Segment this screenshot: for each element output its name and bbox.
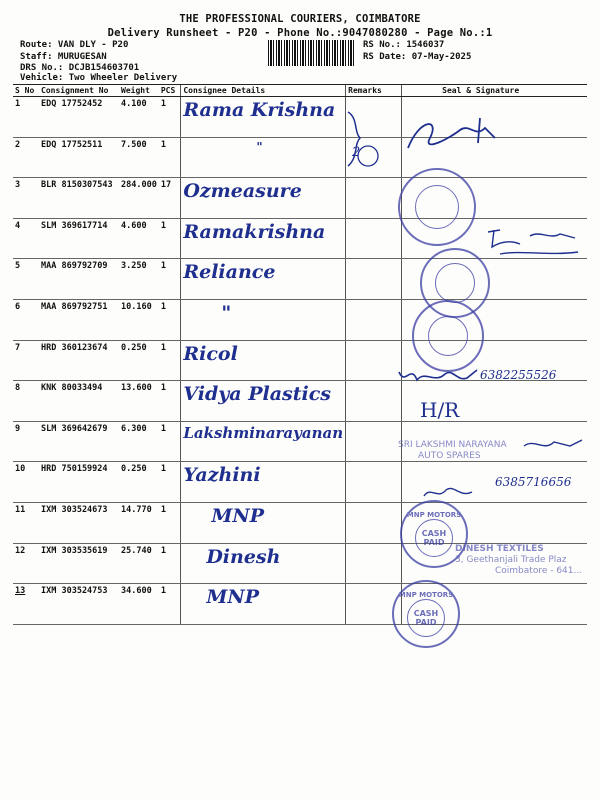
table-row: [13, 381, 587, 422]
consignee: MNP: [181, 502, 346, 543]
consignee: Yazhini: [181, 462, 346, 503]
pcs: 1: [159, 299, 181, 340]
remarks: [346, 259, 402, 300]
pcs: 1: [159, 259, 181, 300]
stamp-line: AUTO SPARES: [418, 450, 481, 461]
consignment-no: SLM 369642679: [39, 421, 119, 462]
remarks: [346, 421, 402, 462]
remarks: [346, 299, 402, 340]
barcode: [268, 40, 356, 66]
consignment-no: IXM 303535619: [39, 543, 119, 584]
sno: 12: [13, 543, 39, 584]
handwritten-note-row8: H/R: [420, 398, 460, 422]
stamp-line: 3, Geethanjali Trade Plaz: [455, 554, 567, 565]
pcs: 1: [159, 340, 181, 381]
pcs: 1: [159, 584, 181, 625]
sno: 7: [13, 340, 39, 381]
runsheet-subtitle: Delivery Runsheet - P20 - Phone No.:9047080280 - Page No.:1: [107, 27, 493, 39]
weight: 0.250: [119, 462, 159, 503]
phone-note-row10: 6385716656: [495, 475, 572, 489]
route-label: Route: VAN DLY - P20: [20, 40, 129, 50]
sno: 5: [13, 259, 39, 300]
consignment-no: BLR 8150307543: [39, 178, 119, 219]
col-seal-signature: Seal & Signature: [402, 85, 587, 97]
weight: 34.600: [119, 584, 159, 625]
col-remarks: Remarks: [346, 85, 402, 97]
rs-date: RS Date: 07-May-2025: [363, 52, 472, 62]
stamp-label: MNP MOTORS: [406, 510, 462, 519]
remarks: [346, 502, 402, 543]
round-seal-stamp: [412, 300, 484, 372]
consignee: ": [181, 299, 346, 340]
signature-row4: [480, 222, 590, 262]
remarks: [346, 381, 402, 422]
weight: 3.250: [119, 259, 159, 300]
sno: 3: [13, 178, 39, 219]
table-row: [13, 502, 587, 543]
pcs: 1: [159, 421, 181, 462]
sno: 4: [13, 218, 39, 259]
weight: 10.160: [119, 299, 159, 340]
weight: 13.600: [119, 381, 159, 422]
consignee: Ricol: [181, 340, 346, 381]
consignee: Reliance: [181, 259, 346, 300]
weight: 25.740: [119, 543, 159, 584]
stamp-label: MNP MOTORS: [398, 590, 454, 599]
mnp-motors-cash-paid-stamp: [392, 580, 460, 648]
consignee: ": [181, 137, 346, 178]
sri-lakshmi-stamp: [398, 440, 507, 462]
staff-label: Staff: MURUGESAN: [20, 52, 107, 62]
consignee: Dinesh: [181, 543, 346, 584]
drs-number: DRS No.: DCJB154603701: [20, 63, 140, 73]
sno: 2: [13, 137, 39, 178]
stamp-line: Coimbatore - 641...: [495, 565, 583, 576]
weight: 4.100: [119, 97, 159, 138]
weight: 284.000: [119, 178, 159, 219]
consignment-no: IXM 303524673: [39, 502, 119, 543]
remarks: [346, 543, 402, 584]
pcs: 1: [159, 97, 181, 138]
vehicle-label: Vehicle: Two Wheeler Delivery: [20, 73, 178, 83]
pcs: 1: [159, 218, 181, 259]
consignee: MNP: [181, 584, 346, 625]
remarks: [346, 340, 402, 381]
table-row: [13, 299, 587, 340]
remarks: [346, 462, 402, 503]
col-sno: S No: [13, 85, 39, 97]
weight: 14.770: [119, 502, 159, 543]
signature-row9: [520, 432, 590, 457]
table-header-row: [13, 85, 587, 97]
pcs: 1: [159, 381, 181, 422]
pcs: 1: [159, 543, 181, 584]
remarks: [346, 178, 402, 219]
remarks: [346, 218, 402, 259]
consignment-no: SLM 369617714: [39, 218, 119, 259]
signature-row1: [400, 108, 510, 158]
col-consignee: Consignee Details: [181, 85, 346, 97]
sno: 1: [13, 97, 39, 138]
stamp-line: SRI LAKSHMI NARAYANA: [398, 440, 507, 450]
cash-paid-label: CASH PAID: [407, 599, 445, 637]
table-row: [13, 584, 587, 625]
sno: 6: [13, 299, 39, 340]
runsheet-title: THE PROFESSIONAL COURIERS, COIMBATORE: [179, 13, 421, 25]
consignment-no: EDQ 17752452: [39, 97, 119, 138]
cash-paid-label: CASH PAID: [415, 519, 453, 557]
consignee: Ozmeasure: [181, 178, 346, 219]
consignment-no: MAA 869792751: [39, 299, 119, 340]
phone-note-row7: 6382255526: [480, 368, 557, 382]
weight: 0.250: [119, 340, 159, 381]
consignee: Ramakrishna: [181, 218, 346, 259]
consignee: Rama Krishna: [181, 97, 346, 138]
col-pcs: PCS: [159, 85, 181, 97]
pcs: 1: [159, 137, 181, 178]
rs-number: RS No.: 1546037: [363, 40, 445, 50]
sno: 10: [13, 462, 39, 503]
pcs: 1: [159, 462, 181, 503]
col-consignment-no: Consignment No: [39, 85, 119, 97]
col-weight: Weight: [119, 85, 159, 97]
round-seal-stamp: [398, 168, 476, 246]
consignment-no: HRD 360123674: [39, 340, 119, 381]
pcs: 1: [159, 502, 181, 543]
table-row: [13, 178, 587, 219]
stamp-line: DINESH TEXTILES: [455, 544, 544, 554]
consignee: Vidya Plastics: [181, 381, 346, 422]
consignment-no: KNK 80033494: [39, 381, 119, 422]
weight: 4.600: [119, 218, 159, 259]
table-row: [13, 259, 587, 300]
sno: 11: [13, 502, 39, 543]
consignment-no: IXM 303524753: [39, 584, 119, 625]
remarks-circled-two: 2: [352, 145, 361, 160]
remarks-brace-mark: [340, 108, 380, 170]
sno: 9: [13, 421, 39, 462]
pcs: 17: [159, 178, 181, 219]
weight: 7.500: [119, 137, 159, 178]
weight: 6.300: [119, 421, 159, 462]
consignment-no: HRD 750159924: [39, 462, 119, 503]
dinesh-textiles-stamp: [455, 544, 582, 576]
consignment-no: MAA 869792709: [39, 259, 119, 300]
consignment-no: EDQ 17752511: [39, 137, 119, 178]
consignee: Lakshminarayanan: [181, 421, 346, 462]
sno: 13: [13, 584, 39, 625]
sno: 8: [13, 381, 39, 422]
